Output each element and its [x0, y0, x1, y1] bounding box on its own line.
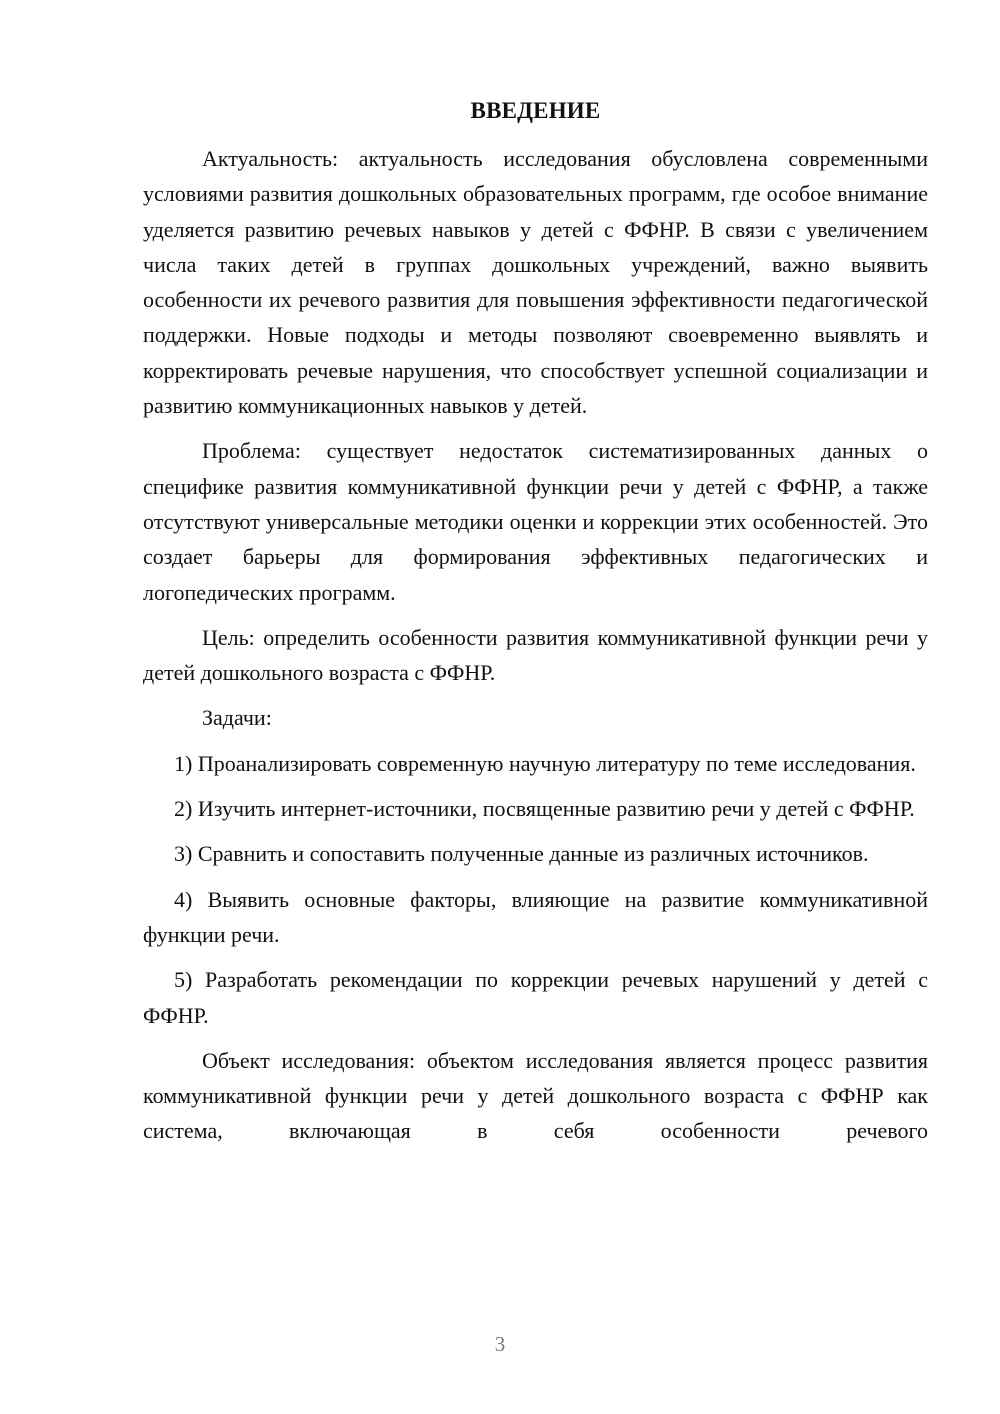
tasks-heading: Задачи: — [202, 705, 272, 731]
task-item-4: 4) Выявить основные факторы, влияющие на развитие коммуникативной функции речи. — [143, 886, 928, 947]
task-item-5: 5) Разработать рекомендации по коррекции речевых нарушений у детей с ФФНР. — [143, 967, 928, 1028]
problem-paragraph: Проблема: существует недостаток систематизированных данных о специфике развития коммуникативной функции речи у детей с ФФНР, а также отсутствуют универсальные методики оценки и коррекции этих особенностей. Это создает барьеры для формирования эффективных педагогических и логопедических программ. — [143, 438, 928, 605]
task-item-1: 1) Проанализировать современную научную литературу по теме исследования. — [174, 750, 916, 776]
goal-paragraph: Цель: определить особенности развития коммуникативной функции речи у детей дошкольного возраста с ФФНР. — [143, 624, 928, 686]
object-paragraph: Объект исследования: объектом исследования является процесс развития коммуникативной функции речи у детей дошкольного возраста с ФФНР как система, включающая в себя особенности речевого — [143, 1047, 928, 1144]
page-title: ВВЕДЕНИЕ — [470, 98, 601, 123]
page-number: 3 — [494, 1332, 506, 1356]
page-content — [143, 94, 928, 1149]
relevance-paragraph: Актуальность: актуальность исследования обусловлена современными условиями развития дошкольных образовательных программ, где особое внимание уделяется развитию речевых навыков у детей с ФФНР. В связи с увеличением числа таких детей в группах дошкольных учреждений, важно выявить особенности их речевого развития для повышения эффективности педагогической поддержки. Новые подходы и методы позволяют своевременно выявлять и корректировать речевые нарушения, что способствует успешной социализации и развитию коммуникационных навыков у детей. — [143, 146, 928, 419]
task-item-3: 3) Сравнить и сопоставить полученные данные из различных источников. — [174, 841, 869, 867]
task-item-2: 2) Изучить интернет-источники, посвященные развитию речи у детей с ФФНР. — [174, 796, 915, 822]
